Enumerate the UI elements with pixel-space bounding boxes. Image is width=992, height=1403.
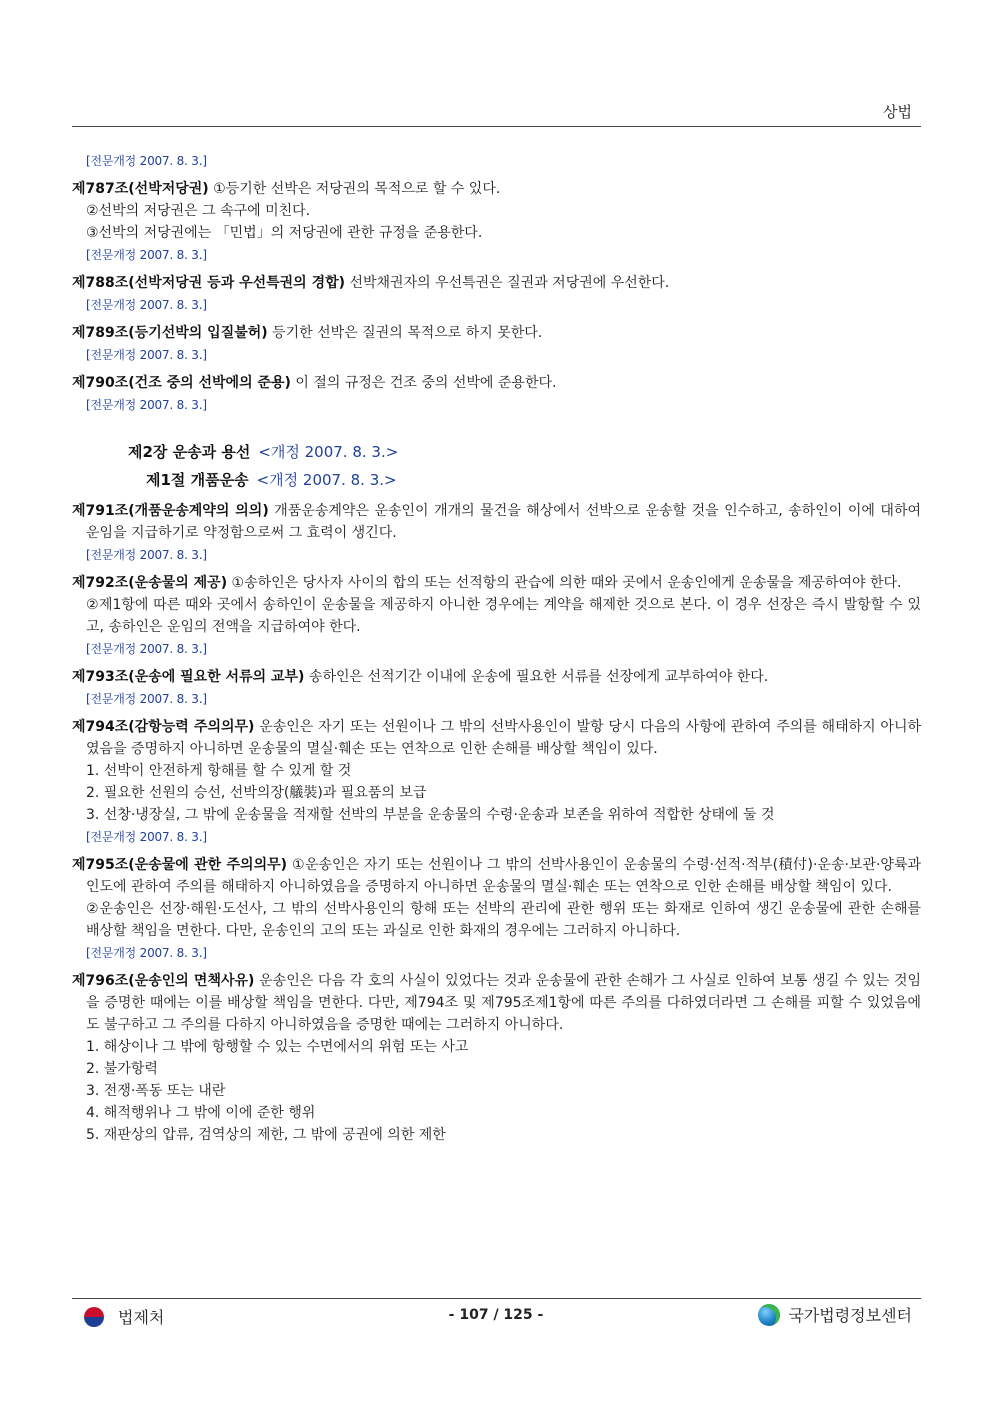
article-paragraph: ②선박의 저당권은 그 속구에 미친다.	[86, 203, 311, 219]
article-794	[72, 716, 921, 848]
article-790	[72, 372, 921, 416]
revision-stamp: [전문개정 2007. 8. 3.]	[86, 946, 207, 960]
article-796	[72, 970, 921, 1146]
article-heading: 제795조(운송물에 관한 주의의무)	[72, 857, 288, 873]
article-heading: 제794조(감항능력 주의의무)	[72, 719, 255, 735]
revision-stamp: [전문개정 2007. 8. 3.]	[86, 642, 207, 656]
section-heading	[146, 466, 921, 494]
footer-center-name	[758, 1303, 912, 1326]
document-body	[72, 150, 921, 1146]
header-rule	[72, 126, 921, 127]
article-heading: 제790조(건조 중의 선박에의 준용)	[72, 375, 291, 391]
list-item: 5. 재판상의 압류, 검역상의 제한, 그 밖에 공권에 의한 제한	[86, 1127, 446, 1143]
chapter-heading	[128, 438, 921, 466]
revision-stamp: [전문개정 2007. 8. 3.]	[86, 692, 207, 706]
list-item: 3. 선창·냉장실, 그 밖에 운송물을 적재할 선박의 부분을 운송물의 수령·운송과 보존을 위하여 적합한 상태에 둘 것	[86, 807, 775, 823]
article-text: 송하인은 선적기간 이내에 운송에 필요한 서류를 선장에게 교부하여야 한다.	[308, 669, 769, 685]
article-heading: 제787조(선박저당권)	[72, 181, 209, 197]
revision-stamp: [전문개정 2007. 8. 3.]	[86, 348, 207, 362]
article-788	[72, 272, 921, 316]
revision-stamp: [전문개정 2007. 8. 3.]	[86, 248, 207, 262]
article-paragraph: ②제1항에 따른 때와 곳에서 송하인이 운송물을 제공하지 아니한 경우에는 계약을 해제한 것으로 본다. 이 경우 선장은 즉시 발항할 수 있고, 송하인은 운임의 전액을 지급하여야 한다.	[86, 597, 921, 635]
article-paragraph: ①운송인은 자기 또는 선원이나 그 밖의 선박사용인이 운송물의 수령·선적·적부(積付)·운송·보관·양륙과 인도에 관하여 주의를 해태하지 아니하였음을 증명하지 아니하면 운송물의 멸실·훼손 또는 연착으로 인한 손해를 배상할 책임이 있다.	[86, 857, 921, 895]
article-789	[72, 322, 921, 366]
article-text: 선박채권자의 우선특권은 질권과 저당권에 우선한다.	[349, 275, 670, 291]
globe-logo-icon	[758, 1304, 780, 1326]
revision-stamp: [전문개정 2007. 8. 3.]	[86, 398, 207, 412]
page-number: - 107 / 125 -	[448, 1307, 544, 1323]
article-heading: 제789조(등기선박의 입질불허)	[72, 325, 268, 341]
running-header-title: 상법	[883, 103, 912, 121]
list-item: 2. 필요한 선원의 승선, 선박의장(艤裝)과 필요품의 보급	[86, 785, 427, 801]
article-heading: 제792조(운송물의 제공)	[72, 575, 228, 591]
revision-stamp: [전문개정 2007. 8. 3.]	[86, 298, 207, 312]
article-787	[72, 178, 921, 266]
article-heading: 제796조(운송인의 면책사유)	[72, 973, 255, 989]
article-text: 등기한 선박은 질권의 목적으로 하지 못한다.	[272, 325, 543, 341]
article-text: 이 절의 규정은 건조 중의 선박에 준용한다.	[295, 375, 557, 391]
article-heading: 제793조(운송에 필요한 서류의 교부)	[72, 669, 305, 685]
chapter-title: 제2장 운송과 용선	[128, 443, 251, 461]
list-item: 4. 해적행위나 그 밖에 이에 준한 행위	[86, 1105, 316, 1121]
article-paragraph: ①송하인은 당사자 사이의 합의 또는 선적항의 관습에 의한 때와 곳에서 운송인에게 운송물을 제공하여야 한다.	[231, 575, 902, 591]
article-791	[72, 500, 921, 566]
article-text: 개품운송계약은 운송인이 개개의 물건을 해상에서 선박으로 운송할 것을 인수하고, 송하인이 이에 대하여 운임을 지급하기로 약정함으로써 그 효력이 생긴다.	[86, 503, 921, 541]
list-item: 1. 선박이 안전하게 항해를 할 수 있게 할 것	[86, 763, 352, 779]
article-paragraph: ②운송인은 선장·해원·도선사, 그 밖의 선박사용인의 항해 또는 선박의 관리에 관한 행위 또는 화재로 인하여 생긴 운송물에 관한 손해를 배상할 책임을 면한다. 다만, 운송인의 고의 또는 과실로 인한 화재의 경우에는 그러하지 아니하다.	[86, 901, 921, 939]
list-item: 1. 해상이나 그 밖에 항행할 수 있는 수면에서의 위험 또는 사고	[86, 1039, 469, 1055]
article-heading: 제791조(개품운송계약의 의의)	[72, 503, 269, 519]
list-item: 3. 전쟁·폭동 또는 내란	[86, 1083, 226, 1099]
article-paragraph: ①등기한 선박은 저당권의 목적으로 할 수 있다.	[213, 181, 501, 197]
article-792	[72, 572, 921, 660]
article-text: 운송인은 다음 각 호의 사실이 있었다는 것과 운송물에 관한 손해가 그 사실로 인하여 보통 생길 수 있는 것임을 증명한 때에는 이를 배상할 책임을 면한다. 다만, 제794조 및 제795조제1항에 따른 주의를 다하였더라면 그 손해를 피할 수 있었음에도 불구하고 그 주의를 다하지 아니하였음을 증명한 때에는 그러하지 아니하다.	[86, 973, 922, 1033]
revision-stamp: [전문개정 2007. 8. 3.]	[86, 830, 207, 844]
article-795	[72, 854, 921, 964]
center-name: 국가법령정보센터	[788, 1306, 912, 1325]
article-paragraph: ③선박의 저당권에는 「민법」의 저당권에 관한 규정을 준용한다.	[86, 225, 483, 241]
list-item: 2. 불가항력	[86, 1061, 158, 1077]
chapter-revision-note: <개정 2007. 8. 3.>	[258, 443, 399, 461]
article-heading: 제788조(선박저당권 등과 우선특권의 경합)	[72, 275, 346, 291]
section-revision-note: <개정 2007. 8. 3.>	[256, 471, 397, 489]
article-text: 운송인은 자기 또는 선원이나 그 밖의 선박사용인이 발항 당시 다음의 사항에 관하여 주의를 해태하지 아니하였음을 증명하지 아니하면 운송물의 멸실·훼손 또는 연착으로 인한 손해를 배상할 책임이 있다.	[86, 719, 921, 757]
section-title: 제1절 개품운송	[146, 471, 249, 489]
footer-rule	[72, 1298, 921, 1299]
revision-stamp: [전문개정 2007. 8. 3.]	[86, 548, 207, 562]
publisher-name: 법제처	[118, 1308, 165, 1327]
article-793	[72, 666, 921, 710]
revision-stamp: [전문개정 2007. 8. 3.]	[86, 154, 207, 168]
